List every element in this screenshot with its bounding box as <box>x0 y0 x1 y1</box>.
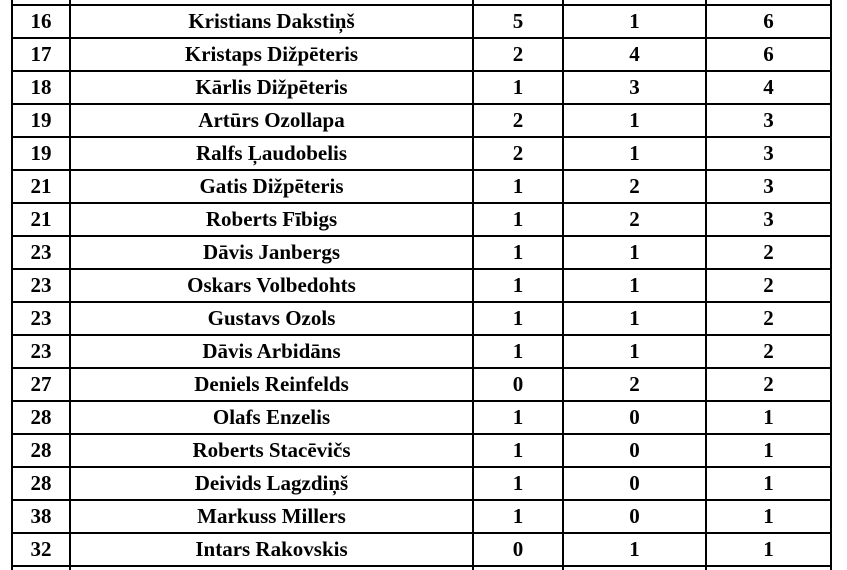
table-row <box>13 204 832 237</box>
stat1-cell: 1 <box>474 501 564 532</box>
stat3-cell: 1 <box>707 435 832 466</box>
stat1-cell: 1 <box>474 204 564 235</box>
table-row <box>13 501 832 534</box>
stat3-cell: 1 <box>707 402 832 433</box>
stat1-cell: 1 <box>474 402 564 433</box>
stat1-cell: 0 <box>474 534 564 565</box>
stat1-cell: 2 <box>474 105 564 136</box>
stat3-cell <box>707 567 832 570</box>
table-row <box>13 303 832 336</box>
player-name-cell: Kristaps Dižpēteris <box>71 39 474 70</box>
stat2-cell: 1 <box>564 138 707 169</box>
stat3-cell: 3 <box>707 105 832 136</box>
rank-cell: 18 <box>13 72 71 103</box>
stat1-cell: 1 <box>474 72 564 103</box>
table-row <box>13 336 832 369</box>
table-row <box>13 6 832 39</box>
stat3-cell: 1 <box>707 534 832 565</box>
rank-cell: 32 <box>13 534 71 565</box>
stat3-cell: 3 <box>707 138 832 169</box>
player-name-cell: Ralfs Ļaudobelis <box>71 138 474 169</box>
table-row <box>13 171 832 204</box>
table-row <box>13 138 832 171</box>
stat2-cell: 1 <box>564 534 707 565</box>
rank-cell: 27 <box>13 369 71 400</box>
stat2-cell: 3 <box>564 72 707 103</box>
stat2-cell: 2 <box>564 204 707 235</box>
stat1-cell: 5 <box>474 6 564 37</box>
stat2-cell: 0 <box>564 468 707 499</box>
table-row <box>13 72 832 105</box>
player-name-cell: Gustavs Ozols <box>71 303 474 334</box>
stat3-cell: 3 <box>707 204 832 235</box>
player-name-cell: Artūrs Ozollapa <box>71 105 474 136</box>
stat3-cell: 2 <box>707 303 832 334</box>
rank-cell: 23 <box>13 303 71 334</box>
rank-cell: 21 <box>13 204 71 235</box>
stat2-cell: 1 <box>564 105 707 136</box>
stat2-cell <box>564 567 707 570</box>
stat3-cell: 4 <box>707 72 832 103</box>
stat1-cell: 2 <box>474 138 564 169</box>
stat3-cell: 1 <box>707 501 832 532</box>
player-name-cell: Intars Rakovskis <box>71 534 474 565</box>
rank-cell: 21 <box>13 171 71 202</box>
rank-cell: 38 <box>13 501 71 532</box>
stat1-cell: 1 <box>474 336 564 367</box>
rank-cell: 16 <box>13 6 71 37</box>
stat1-cell: 2 <box>474 39 564 70</box>
stat3-cell: 2 <box>707 237 832 268</box>
player-name-cell: Roberts Fībigs <box>71 204 474 235</box>
stat3-cell <box>707 0 832 4</box>
stat3-cell: 6 <box>707 6 832 37</box>
stat3-cell: 1 <box>707 468 832 499</box>
stat3-cell: 2 <box>707 369 832 400</box>
stat3-cell: 3 <box>707 171 832 202</box>
stat2-cell: 1 <box>564 303 707 334</box>
stat3-cell: 6 <box>707 39 832 70</box>
player-name-cell: Kārlis Dižpēteris <box>71 72 474 103</box>
stat2-cell <box>564 0 707 4</box>
rank-cell: 28 <box>13 435 71 466</box>
table-row <box>13 237 832 270</box>
stat2-cell: 1 <box>564 237 707 268</box>
table-row <box>13 534 832 567</box>
player-name-cell: Deniels Reinfelds <box>71 369 474 400</box>
stat2-cell: 4 <box>564 39 707 70</box>
stat1-cell: 0 <box>474 369 564 400</box>
table-row <box>13 270 832 303</box>
rank-cell <box>13 0 71 4</box>
rank-cell: 23 <box>13 270 71 301</box>
player-name-cell: Kristians Dakstiņš <box>71 6 474 37</box>
standings-table <box>11 0 832 570</box>
player-name-cell: Roberts Stacēvičs <box>71 435 474 466</box>
stat1-cell: 1 <box>474 237 564 268</box>
stat1-cell: 1 <box>474 468 564 499</box>
rank-cell: 23 <box>13 237 71 268</box>
stat2-cell: 1 <box>564 6 707 37</box>
player-name-cell <box>71 567 474 570</box>
stat2-cell: 2 <box>564 369 707 400</box>
rank-cell <box>13 567 71 570</box>
stat1-cell: 1 <box>474 435 564 466</box>
cropped-row-bottom <box>13 567 832 570</box>
stat2-cell: 0 <box>564 402 707 433</box>
stat1-cell <box>474 567 564 570</box>
player-name-cell <box>71 0 474 4</box>
table-row <box>13 468 832 501</box>
table-row <box>13 369 832 402</box>
table-row <box>13 402 832 435</box>
rank-cell: 23 <box>13 336 71 367</box>
stat3-cell: 2 <box>707 336 832 367</box>
player-name-cell: Oskars Volbedohts <box>71 270 474 301</box>
player-name-cell: Dāvis Janbergs <box>71 237 474 268</box>
player-name-cell: Gatis Dižpēteris <box>71 171 474 202</box>
stat2-cell: 0 <box>564 501 707 532</box>
rank-cell: 19 <box>13 105 71 136</box>
table-row <box>13 39 832 72</box>
stat1-cell: 1 <box>474 303 564 334</box>
stat3-cell: 2 <box>707 270 832 301</box>
player-name-cell: Olafs Enzelis <box>71 402 474 433</box>
stat2-cell: 2 <box>564 171 707 202</box>
table-row <box>13 105 832 138</box>
rank-cell: 28 <box>13 468 71 499</box>
rank-cell: 17 <box>13 39 71 70</box>
stat1-cell: 1 <box>474 171 564 202</box>
table-row <box>13 435 832 468</box>
stat1-cell <box>474 0 564 4</box>
stat1-cell: 1 <box>474 270 564 301</box>
player-name-cell: Deivids Lagzdiņš <box>71 468 474 499</box>
player-name-cell: Dāvis Arbidāns <box>71 336 474 367</box>
player-name-cell: Markuss Millers <box>71 501 474 532</box>
rank-cell: 19 <box>13 138 71 169</box>
rank-cell: 28 <box>13 402 71 433</box>
stat2-cell: 1 <box>564 270 707 301</box>
stat2-cell: 0 <box>564 435 707 466</box>
stat2-cell: 1 <box>564 336 707 367</box>
